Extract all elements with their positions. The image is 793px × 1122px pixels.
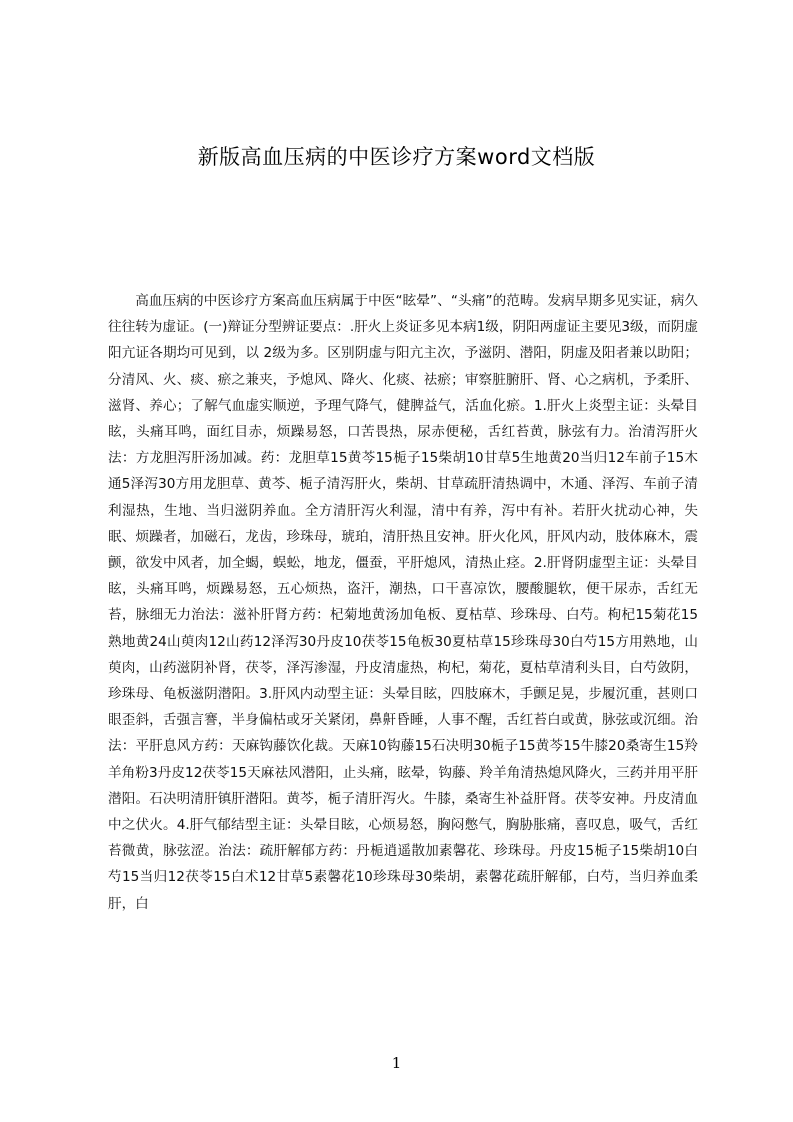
page-number: 1	[391, 1054, 402, 1072]
document-title: 新版高血压病的中医诊疗方案word文档版	[197, 145, 596, 169]
document-body-paragraph: 高血压病的中医诊疗方案高血压病属于中医“眩晕”、“头痛”的范畴。发病早期多见实证，病久往往转为虚证。(一)辩证分型辨证要点：.肝火上炎证多见本病1级，阴阳两虚证主要见3级，而阴虚阳亢证各期均可见到，以 2级为多。区别阴虚与阳亢主次，予滋阴、潜阳，阴虚及阳者兼以助阳；分清风、火、痰、瘀之兼夹，予熄风、降火、化痰、祛瘀；审察脏腑肝、肾、心之病机，予柔肝、滋肾、养心；了解气血虚实顺逆，予理气降气，健脾益气，活血化瘀。1.肝火上炎型主证：头晕目眩，头痛耳鸣，面红目赤，烦躁易怒，口苦畏热，尿赤便秘，舌红苔黄，脉弦有力。治清泻肝火法：方龙胆泻肝汤加减。药：龙胆草15黄芩15栀子15柴胡10甘草5生地黄20当归12车前子15木通5泽泻30方用龙胆草、黄芩、栀子清泻肝火，柴胡、甘草疏肝清热调中，木通、泽泻、车前子清利湿热，生地、当归滋阴养血。全方清肝泻火利湿，清中有养，泻中有补。若肝火扰动心神，失眠、烦躁者，加磁石，龙齿，珍珠母，琥珀，清肝热且安神。肝火化风，肝风内动，肢体麻木，震颤，欲发中风者，加全蝎，蜈蚣，地龙，僵蚕，平肝熄风，清热止痉。2.肝肾阴虚型主证：头晕目眩，头痛耳鸣，烦躁易怒，五心烦热，盗汗，潮热，口干喜凉饮，腰酸腿软，便干尿赤，舌红无苔，脉细无力治法：滋补肝肾方药：杞菊地黄汤加龟板、夏枯草、珍珠母、白芍。枸杞15菊花15熟地黄24山萸肉12山药12泽泻30丹皮10茯苓15龟板30夏枯草15珍珠母30白芍15方用熟地，山萸肉，山药滋阴补肾，茯苓，泽泻渗湿，丹皮清虚热，枸杞，菊花，夏枯草清利头目，白芍敛阴，珍珠母、龟板滋阴潜阳。3.肝风内动型主证：头晕目眩，四肢麻木，手颤足晃，步履沉重，甚则口眼歪斜，舌强言謇，半身偏枯或牙关紧闭，鼻鼾昏睡，人事不醒，舌红苔白或黄，脉弦或沉细。治法：平肝息风方药：天麻钩藤饮化裁。天麻10钩藤15石决明30栀子15黄芩15牛膝20桑寄生15羚羊角粉3丹皮12茯苓15天麻祛风潜阳，止头痛，眩晕，钩藤、羚羊角清热熄风降火，三药并用平肝潜阳。石决明清肝镇肝潜阳。黄芩，栀子清肝泻火。牛膝，桑寄生补益肝肾。茯苓安神。丹皮清血中之伏火。4.肝气郁结型主证：头晕目眩，心烦易怒，胸闷憋气，胸胁胀痛，喜叹息，吸气，舌红苔微黄，脉弦涩。治法：疏肝解郁方药：丹栀逍遥散加素馨花、珍珠母。丹皮15栀子15柴胡10白芍15当归12茯苓15白术12甘草5素馨花10珍珠母30柴胡，素馨花疏肝解郁，白芍，当归养血柔肝，白	[108, 293, 698, 912]
